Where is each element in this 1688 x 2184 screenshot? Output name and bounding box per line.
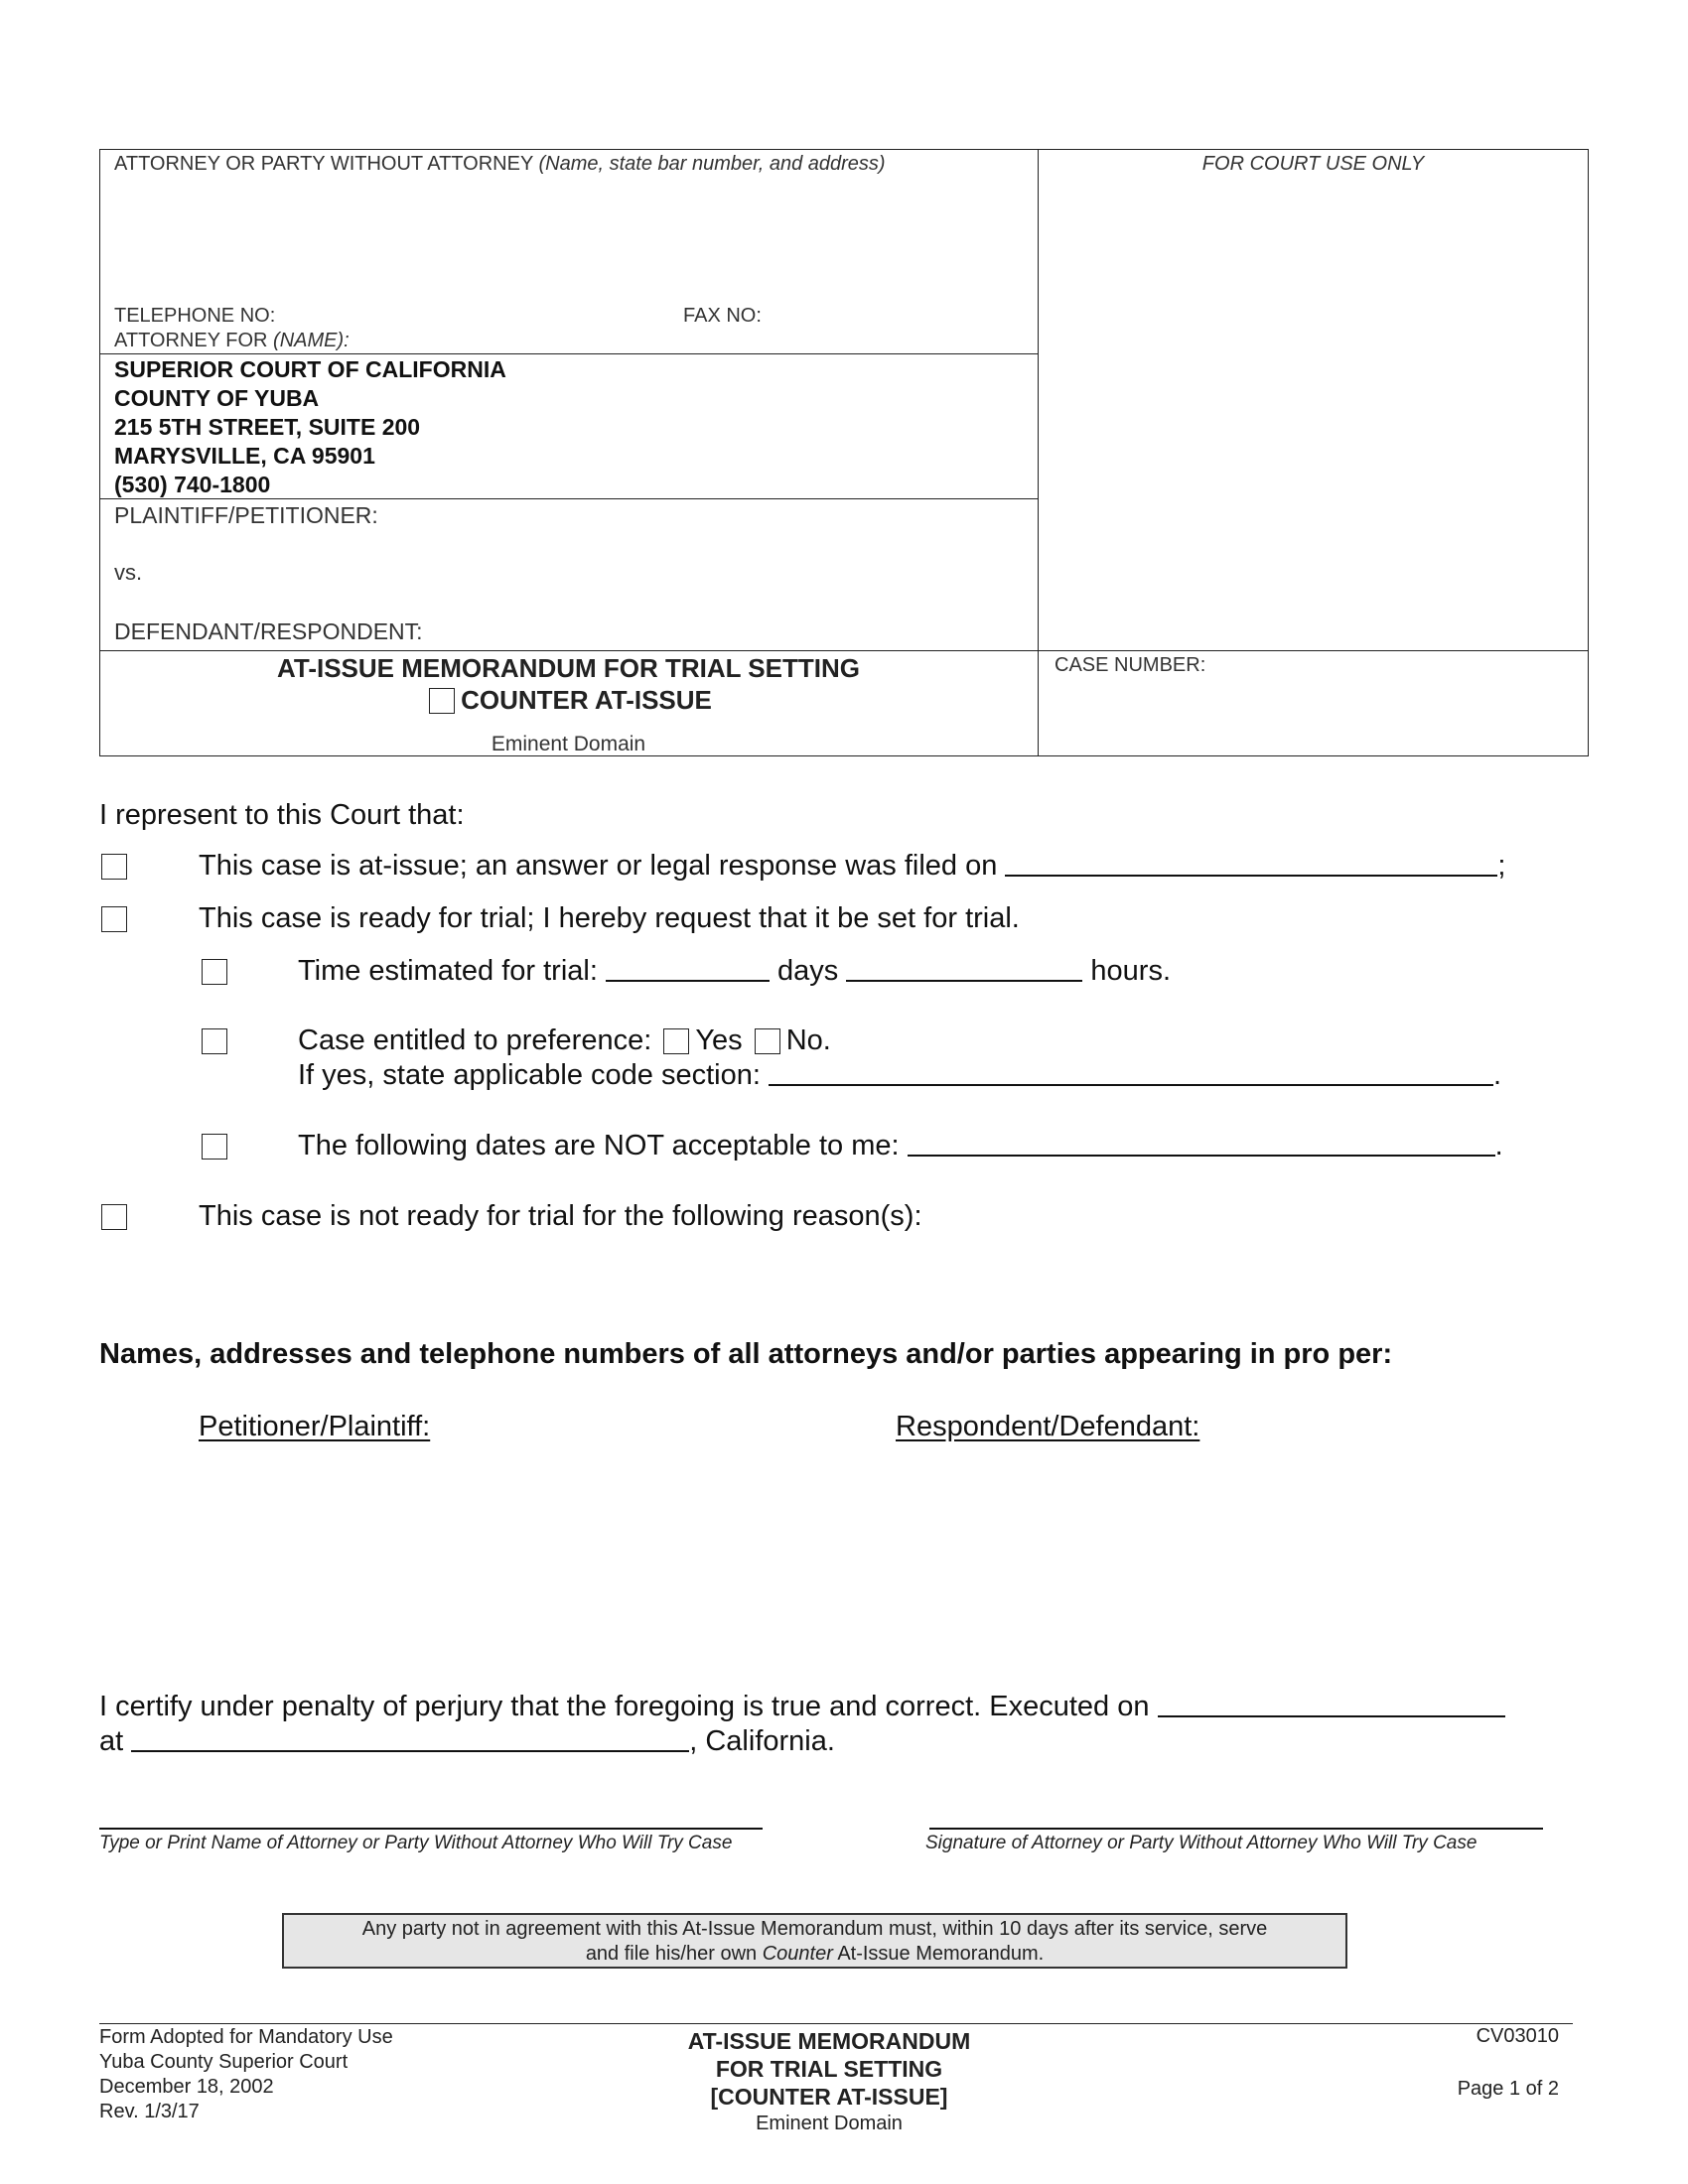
preference-no-checkbox[interactable] (755, 1028, 780, 1054)
executed-date-field[interactable] (1158, 1690, 1505, 1717)
ready-for-trial-item: This case is ready for trial; I hereby request that it be set for trial. (199, 902, 1020, 934)
time-estimate-checkbox[interactable] (202, 959, 227, 985)
time-estimate-item: Time estimated for trial: days hours. (298, 955, 1172, 987)
intro-text: I represent to this Court that: (99, 799, 465, 831)
signature-caption: Signature of Attorney or Party Without Attorney Who Will Try Case (925, 1833, 1477, 1853)
not-ready-item: This case is not ready for trial for the following reason(s): (199, 1200, 922, 1232)
unacceptable-dates-checkbox[interactable] (202, 1134, 227, 1160)
counter-notice: Any party not in agreement with this At-Issue Memorandum must, within 10 days after its service, serve and file his/her own Counter At-Issue Memorandum. (282, 1913, 1347, 1969)
unacceptable-dates-field[interactable] (908, 1129, 1495, 1157)
at-issue-checkbox[interactable] (101, 854, 127, 880)
footer-title: AT-ISSUE MEMORANDUM FOR TRIAL SETTING [COUNTER AT-ISSUE] Eminent Domain (687, 2028, 971, 2134)
counter-at-issue-checkbox[interactable] (429, 688, 455, 714)
code-section-item: If yes, state applicable code section: . (298, 1059, 1502, 1091)
preference-yes-checkbox[interactable] (663, 1028, 689, 1054)
print-name-line[interactable] (99, 1828, 763, 1830)
telephone-label: TELEPHONE NO: (114, 305, 276, 327)
fax-label: FAX NO: (683, 305, 762, 327)
defendant-label: DEFENDANT/RESPONDENT: (114, 618, 423, 644)
print-name-caption: Type or Print Name of Attorney or Party Without Attorney Who Will Try Case (99, 1833, 733, 1853)
certify-text: I certify under penalty of perjury that the foregoing is true and correct. Executed on (99, 1690, 1505, 1723)
executed-place: at , California. (99, 1725, 835, 1757)
attorney-court-divider (99, 353, 1038, 354)
trial-days-field[interactable] (606, 954, 770, 982)
counter-at-issue: COUNTER AT-ISSUE (99, 685, 1038, 716)
trial-hours-field[interactable] (846, 954, 1082, 982)
form-code: CV03010 (1476, 2025, 1559, 2047)
form-title: AT-ISSUE MEMORANDUM FOR TRIAL SETTING (277, 653, 860, 683)
signature-line[interactable] (929, 1828, 1543, 1830)
attorney-for-label: ATTORNEY FOR (NAME): (114, 330, 350, 351)
plaintiff-label: PLAINTIFF/PETITIONER: (114, 502, 378, 528)
court-use-label: FOR COURT USE ONLY (1201, 153, 1425, 175)
case-type: Eminent Domain (491, 733, 646, 755)
footer-rule (99, 2023, 1573, 2024)
answer-filed-date-field[interactable] (1005, 849, 1497, 877)
respondent-heading: Respondent/Defendant: (896, 1411, 1200, 1442)
petitioner-heading: Petitioner/Plaintiff: (199, 1411, 431, 1442)
parties-title-divider (99, 650, 1589, 651)
court-line: (530) 740-1800 (114, 472, 271, 497)
executed-city-field[interactable] (131, 1724, 689, 1752)
court-line: SUPERIOR COURT OF CALIFORNIA (114, 356, 506, 382)
court-line: 215 5TH STREET, SUITE 200 (114, 414, 421, 440)
ready-for-trial-checkbox[interactable] (101, 906, 127, 932)
footer-adopted: Form Adopted for Mandatory Use Yuba County Superior Court December 18, 2002 Rev. 1/3/17 (99, 2026, 393, 2122)
not-ready-checkbox[interactable] (101, 1204, 127, 1230)
court-address (114, 355, 506, 499)
vs-label: vs. (114, 560, 143, 585)
caption-divider (1038, 149, 1039, 756)
code-section-field[interactable] (769, 1058, 1493, 1086)
preference-checkbox[interactable] (202, 1028, 227, 1054)
attorney-label: ATTORNEY OR PARTY WITHOUT ATTORNEY (Name, state bar number, and address) (114, 153, 886, 175)
names-heading: Names, addresses and telephone numbers of all attorneys and/or parties appearing in pro per: (99, 1338, 1393, 1370)
page-number: Page 1 of 2 (1457, 2078, 1559, 2100)
preference-item: Case entitled to preference: Yes No. (298, 1024, 831, 1056)
court-line: COUNTY OF YUBA (114, 385, 320, 411)
case-number-label: CASE NUMBER: (1055, 654, 1206, 676)
at-issue-item: This case is at-issue; an answer or legal response was filed on ; (199, 850, 1506, 882)
court-line: MARYSVILLE, CA 95901 (114, 443, 375, 469)
unacceptable-dates-item: The following dates are NOT acceptable to me: . (298, 1130, 1503, 1161)
